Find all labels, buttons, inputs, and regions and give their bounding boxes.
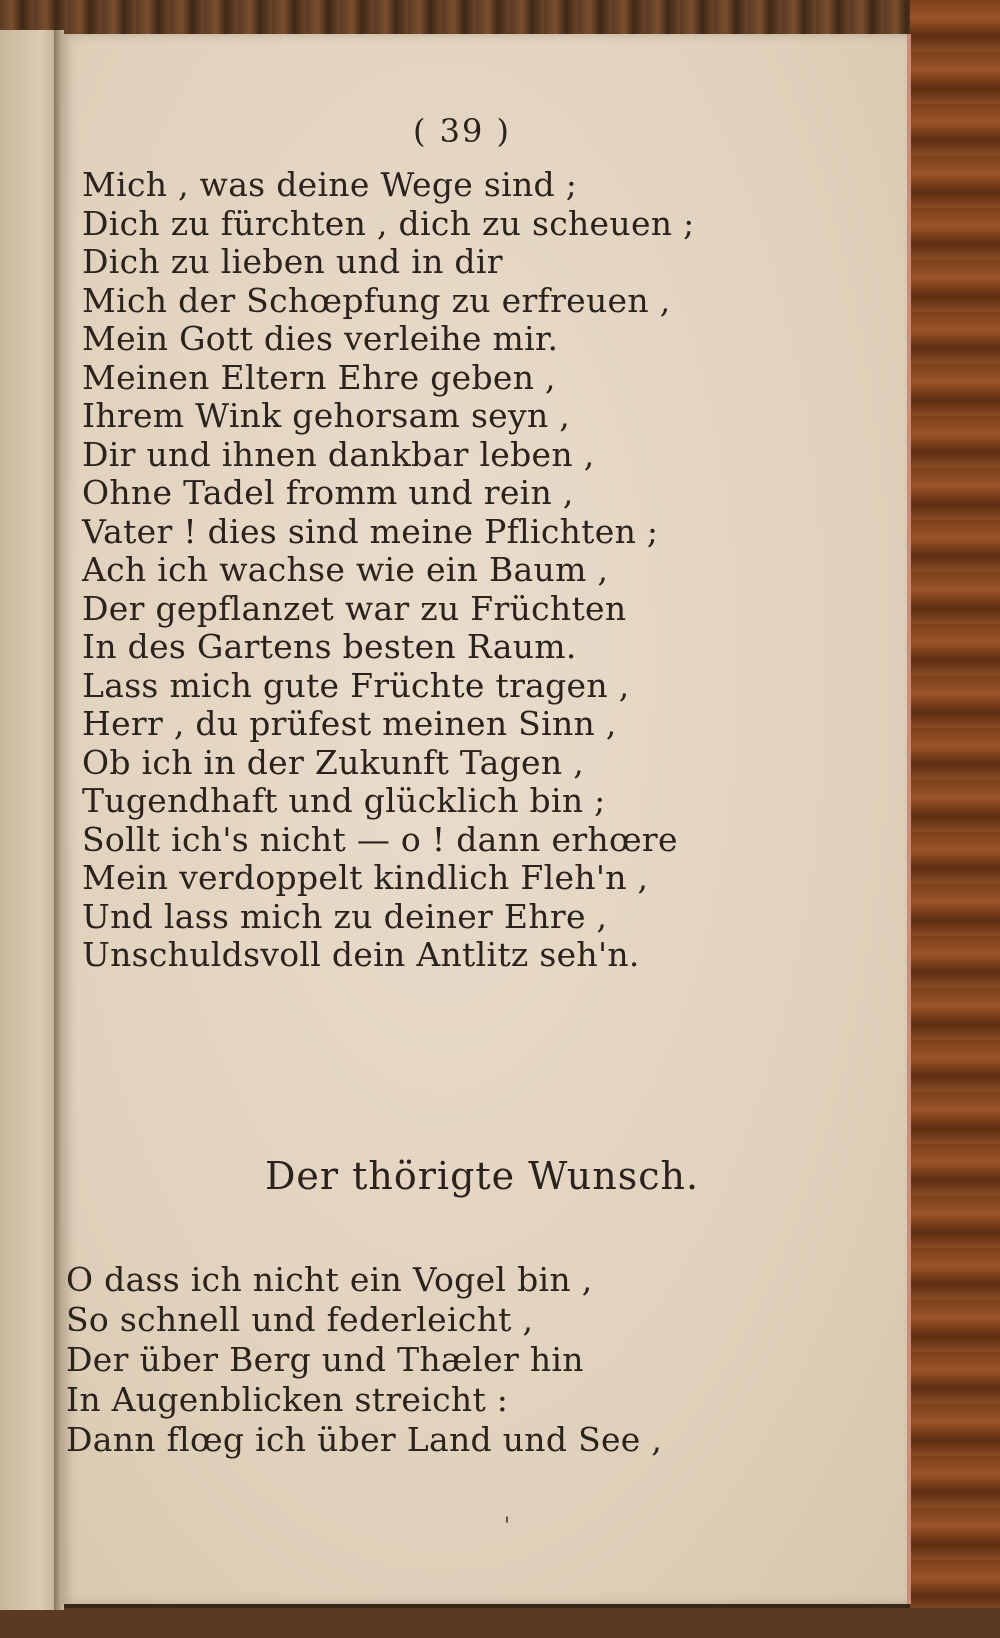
binding-bottom-edge [0,1608,1000,1638]
poem-line: Dich zu fürchten , dich zu scheuen ; [82,203,695,243]
poem-line: Vater ! dies sind meine Pflichten ; [82,511,659,551]
poem-line: In des Gartens besten Raum. [82,627,577,666]
poem-line: Ach ich wachse wie ein Baum , [82,550,609,589]
poem-line: Und lass mich zu deiner Ehre , [82,896,608,936]
poem-line: Mich , was deine Wege sind ; [82,165,578,204]
book-page [62,34,911,1604]
poem-line: Der gepflanzet war zu Früchten [82,588,627,628]
poem-line: O dass ich nicht ein Vogel bin , [66,1260,593,1299]
poem-line: Unschuldsvoll dein Antlitz seh'n. [82,935,640,974]
page-number: ( 39 ) [412,112,512,150]
poem-line: Ihrem Wink gehorsam seyn , [82,396,571,435]
poem-line: Der über Berg und Thæler hin [66,1340,584,1379]
poem-new [66,1260,786,1460]
poem-line: Mein Gott dies verleihe mir. [82,319,559,358]
poem-line: Dann flœg ich über Land und See , [66,1420,663,1459]
section-title: Der thörigte Wunsch. [264,1154,700,1198]
poem-line: Dir und ihnen dankbar leben , [82,434,595,474]
left-page-edge [0,30,58,1610]
poem-continued [82,166,782,975]
poem-line: Tugendhaft und glücklich bin ; [82,781,606,820]
poem-line: Mich der Schœpfung zu erfreuen , [82,280,671,320]
poem-line: In Augenblicken streicht : [66,1380,509,1419]
poem-line: So schnell und federleicht , [66,1300,534,1339]
poem-line: Dich zu lieben und in dir [82,242,503,281]
poem-line: Herr , du prüfest meinen Sinn , [82,704,617,743]
poem-line: Lass mich gute Früchte tragen , [82,665,630,705]
poem-line: Meinen Eltern Ehre geben , [82,357,556,397]
leather-cover-edge [910,0,1000,1638]
poem-line: Ohne Tadel fromm und rein , [82,473,574,512]
poem-line: Ob ich in der Zukunft Tagen , [82,742,585,782]
poem-line: Sollt ich's nicht — o ! dann erhœre [82,819,678,859]
poem-line: Mein verdoppelt kindlich Fleh'n , [82,858,649,897]
catchword-mark: ' [504,1514,511,1539]
